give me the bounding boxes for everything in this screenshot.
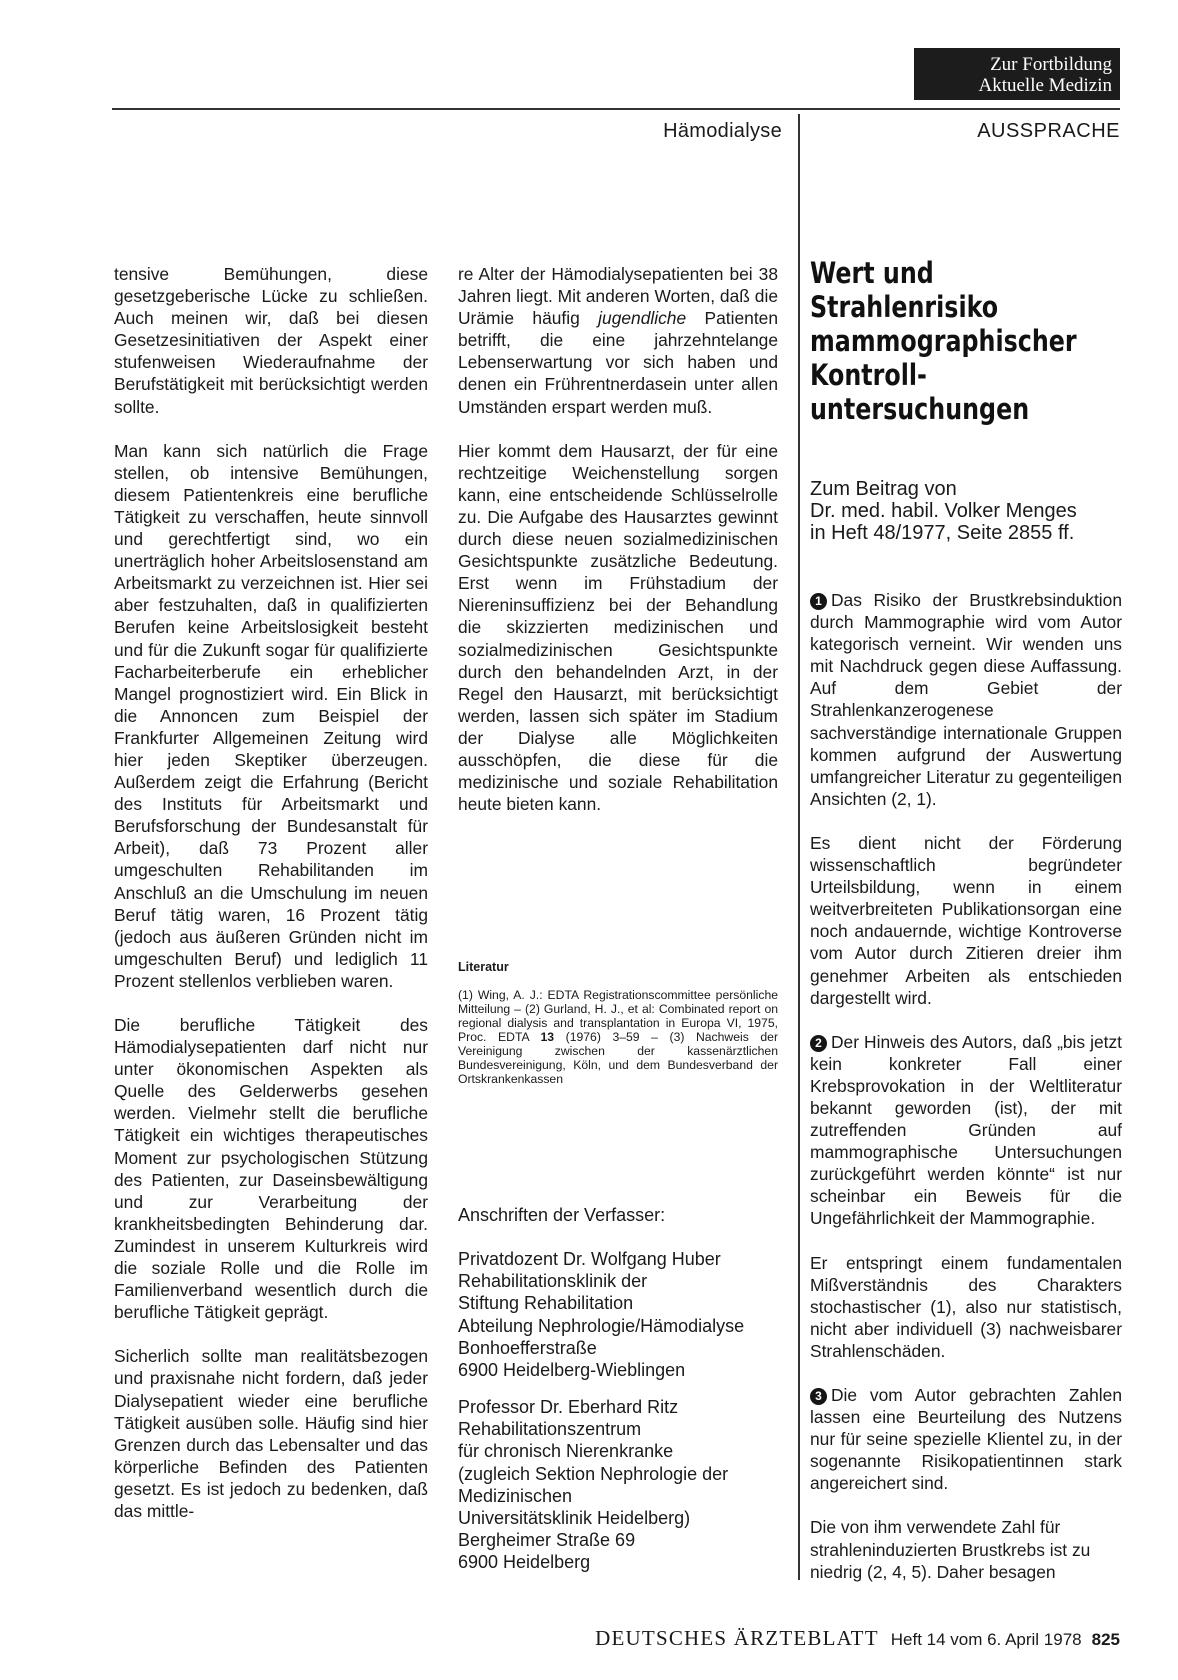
- address-line: 6900 Heidelberg-Wieblingen: [458, 1360, 686, 1381]
- paragraph: Es dient nicht der Förderung wissenschaftlich begründeter Urteilsbildung, wenn in einem weitverbreiteten Publikationsorgan eine noch andauernde, wichtige Kontroverse vom Autor durch Zitieren dreier ihm genehmer Arbeiten als entschieden dargestellt wird.: [810, 832, 1122, 1008]
- address-line: Stiftung Rehabilitation: [458, 1293, 634, 1314]
- article-subtitle: [810, 478, 1122, 544]
- address-line: Bonhoefferstraße: [458, 1337, 597, 1358]
- address-line: Medizinischen: [458, 1485, 573, 1506]
- paragraph: Hier kommt dem Hausarzt, der für eine rechtzeitige Weichenstellung sorgen kann, eine entscheidende Schlüsselrolle zu. Die Aufgabe des Hausarztes gewinnt durch diese neuen sozialmedizinischen Gesichtspunkte zusätzliche Bedeutung. Erst wenn im Frühstadium der Niereninsuffizienz bei der Behandlung die skizzierten medizinischen und sozialmedizinischen Gesichtspunkte durch den behandelnden Arzt, in der Regel den Hausarzt, mit berücksichtigt werden, lassen sich später im Stadium der Dialyse alle Möglichkeiten ausschöpfen, die diese für die medizinische und soziale Rehabilitation heute bieten kann.: [458, 440, 778, 815]
- title-line: untersuchungen: [810, 392, 1030, 426]
- badge-line-1: Zur Fortbildung: [990, 54, 1112, 75]
- title-line: mammographischer: [810, 324, 1077, 358]
- paragraph: [458, 263, 778, 418]
- article-title: [810, 256, 1077, 426]
- address-line: (zugleich Sektion Nephrologie der: [458, 1463, 729, 1484]
- text-run: (1976) 3–59 – (3) Nachweis der Vereinigung zwischen der kassenärztlichen Bundesvereinigung, Köln, und dem Bundesverband der Ortskrankenkassen: [458, 1030, 778, 1086]
- paragraph: Die berufliche Tätigkeit des Hämodialysepatienten darf nicht nur unter ökonomischen Aspekten als Quelle des Gelderwerbs gesehen werden. Vielmehr stellt die berufliche Tätigkeit ein wichtiges therapeutisches Moment zur psychologischen Stützung des Patienten, zur Daseinsbewältigung und zur Verarbeitung der krankheitsbedingten Behinderung dar. Zumindest in unserem Kulturkreis wird die soziale Rolle und die Rolle im Familienverband wesentlich durch die berufliche Tätigkeit geprägt.: [114, 1015, 428, 1323]
- address-line: Privatdozent Dr. Wolfgang Huber: [458, 1249, 721, 1269]
- paragraph: Die von ihm verwendete Zahl für strahleninduzierten Brustkrebs ist zu niedrig (2, 4, 5). Daher besagen: [810, 1517, 1091, 1582]
- column-divider: [798, 114, 800, 1580]
- page-number: 825: [1091, 1630, 1120, 1649]
- address-line: Professor Dr. Eberhard Ritz: [458, 1397, 679, 1417]
- journal-name: DEUTSCHES ÄRZTEBLATT: [595, 1626, 879, 1650]
- issue-info: Heft 14 vom 6. April 1978: [890, 1630, 1082, 1649]
- author-address-2: [458, 1396, 728, 1574]
- subtitle-line: Zum Beitrag von: [810, 478, 957, 500]
- title-line: Wert und: [810, 256, 934, 290]
- address-line: Bergheimer Straße 69: [458, 1530, 636, 1551]
- text-run: Die vom Autor gebrachten Zahlen lassen eine Beurteilung des Nutzens nur für seine spezielle Klientel zu, in der sogenannte Risikopatientinnen stark angereichert sind.: [810, 1385, 1122, 1494]
- number-marker-icon: 2: [810, 1035, 827, 1052]
- header-rule: [112, 108, 1120, 110]
- text-run: Das Risiko der Brustkrebsinduktion durch Mammographie wird vom Autor kategorisch verneint. Wir wenden uns mit Nachdruck gegen diese Auffassung. Auf dem Gebiet der Strahlenkanzerogenese sachverständige internationale Gruppen kommen aufgrund der Auswertung umfangreicher Literatur zu gegenteiligen Ansichten (2, 1).: [810, 590, 1122, 809]
- address-line: für chronisch Nierenkranke: [458, 1441, 674, 1462]
- addresses-label: Anschriften der Verfasser:: [458, 1205, 666, 1225]
- subtitle-line: Dr. med. habil. Volker Menges: [810, 500, 1077, 522]
- address-line: Rehabilitationsklinik der: [458, 1271, 648, 1292]
- address-line: Universitätsklinik Heidelberg): [458, 1508, 691, 1529]
- number-marker-icon: 1: [810, 593, 827, 610]
- column-middle: [458, 263, 778, 815]
- literature-references: [458, 988, 778, 1086]
- badge-line-2: Aktuelle Medizin: [978, 75, 1112, 96]
- address-line: 6900 Heidelberg: [458, 1552, 591, 1573]
- page-footer: [480, 1626, 1120, 1651]
- paragraph: Man kann sich natürlich die Frage stellen, ob intensive Bemühungen, diesem Patientenkreis eine berufliche Tätigkeit zu verschaffen, heute sinnvoll und gerechtfertigt sind, wo ein unerträglich hoher Arbeitslosenstand am Arbeitsmarkt zu verzeichnen ist. Hier sei aber festzuhalten, daß in qualifizierten Berufen keine Arbeitslosigkeit besteht und für die Zukunft sogar für qualifizierte Facharbeiterberufe ein erheblicher Mangel prognostiziert wird. Ein Blick in die Annoncen zum Beispiel der Frankfurter Allgemeinen Zeitung wird hier jeden Skeptiker überzeugen. Außerdem zeigt die Erfahrung (Bericht des Instituts für Arbeitsmarkt und Berufsforschung der Bundesanstalt für Arbeit), daß 73 Prozent aller umgeschulten Rehabilitanden im Anschluß an die Umschulung im neuen Beruf tätig waren, 16 Prozent tätig (jedoch aus äußeren Gründen nicht im umgeschulten Beruf) und lediglich 11 Prozent stellenlos verblieben waren.: [114, 440, 428, 991]
- number-marker-icon: 3: [810, 1388, 827, 1405]
- volume-number: 13: [540, 1030, 555, 1044]
- address-line: Rehabilitationszentrum: [458, 1419, 642, 1440]
- author-address-1: [458, 1248, 744, 1381]
- paragraph: Sicherlich sollte man realitätsbezogen und praxisnahe nicht fordern, daß jeder Dialysepatient wieder eine berufliche Tätigkeit ausüben solle. Häufig sind hier Grenzen durch das Lebensalter und das körperliche Befinden des Patienten gesetzt. Es ist jedoch zu bedenken, daß das mittle-: [114, 1346, 428, 1521]
- paragraph: [810, 1031, 1122, 1230]
- literature-heading: Literatur: [458, 960, 509, 974]
- text-run: re Alter der Hämodialysepatienten bei 38 Jahren liegt. Mit anderen Worten, daß die Urämie häufig: [458, 264, 778, 329]
- text-run: Patienten betrifft, die eine jahrzehntelange Lebenserwartung vor sich haben und denen ein Frührentnerdasein unter allen Umständen erspart werden muß.: [458, 308, 778, 417]
- paragraph: [810, 1384, 1122, 1494]
- title-line: Kontroll-: [810, 358, 927, 392]
- paragraph: tensive Bemühungen, diese gesetzgeberische Lücke zu schließen. Auch meinen wir, daß bei diesen Gesetzesinitiativen der Aspekt einer stufenweisen Wiederaufnahme der Berufstätigkeit mit berücksichtigt werden sollte.: [114, 264, 428, 417]
- text-run: Der Hinweis des Autors, daß „bis jetzt kein konkreter Fall einer Krebsprovokation in der Weltliteratur bekannt geworden (ist), der mit zutreffenden Gründen auf mammographische Untersuchungen zurückgeführt werden könnte“ ist nur scheinbar ein Beweis für die Ungefährlichkeit der Mammographie.: [810, 1031, 1122, 1229]
- subtitle-line: in Heft 48/1977, Seite 2855 ff.: [810, 522, 1075, 544]
- column-left: [114, 263, 428, 1522]
- title-line: Strahlenrisiko: [810, 290, 999, 324]
- column-right: [810, 589, 1122, 1583]
- text-run: (1) Wing, A. J.: EDTA Registrationscommittee persönliche Mitteilung – (2) Gurland, H. J., et al: Combinated report on regional dialysis and transplantation in Europa VI, 1975, Proc. EDTA: [458, 988, 778, 1044]
- emphasis: jugendliche: [598, 308, 687, 329]
- section-label-right: AUSSPRACHE: [977, 120, 1120, 142]
- section-label-left: Hämodialyse: [663, 120, 782, 142]
- paragraph: [810, 589, 1122, 810]
- section-badge: [914, 48, 1120, 100]
- address-line: Abteilung Nephrologie/Hämodialyse: [458, 1315, 745, 1336]
- paragraph: Er entspringt einem fundamentalen Mißverständnis des Charakters stochastischer (1), also nur statistisch, nicht aber individuell (3) nachweisbarer Strahlenschäden.: [810, 1252, 1122, 1361]
